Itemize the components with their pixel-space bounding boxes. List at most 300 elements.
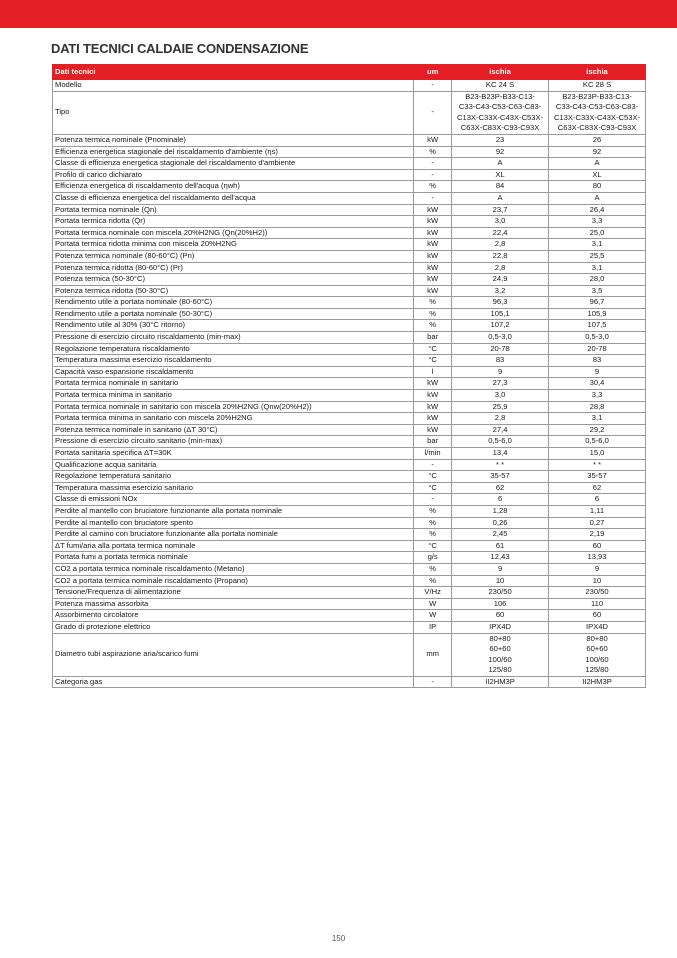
table-row [53, 216, 646, 228]
value-model-2 [549, 563, 646, 575]
value-line: 25,5 [589, 250, 605, 260]
value-line: 9 [594, 563, 600, 573]
table-row [53, 91, 646, 134]
row-unit: - [414, 676, 452, 688]
value-model-1 [452, 355, 549, 367]
value-line: 105,1 [490, 308, 510, 318]
value-model-1 [452, 332, 549, 344]
value-model-2 [549, 297, 646, 309]
value-line: 0,5-3,0 [488, 332, 512, 342]
table-row [53, 563, 646, 575]
value-model-1 [452, 308, 549, 320]
value-line: * * [593, 459, 602, 469]
value-line: 25,0 [589, 227, 605, 237]
row-label: Efficienza energetica di riscaldamento dell'acqua (ηwh) [53, 181, 414, 193]
value-model-1 [452, 587, 549, 599]
value-line: 30,4 [589, 378, 605, 388]
value-line: 96,7 [589, 297, 605, 307]
table-row [53, 204, 646, 216]
row-label: Portata termica ridotta (Qr) [53, 216, 414, 228]
value-model-2 [549, 262, 646, 274]
value-model-1 [452, 158, 549, 170]
value-line: II2HM3P [485, 676, 515, 686]
row-unit: kW [414, 378, 452, 390]
value-model-2 [549, 308, 646, 320]
value-line: 3,3 [591, 390, 603, 400]
value-model-2 [549, 517, 646, 529]
row-unit: - [414, 80, 452, 92]
row-label: Potenza termica nominale (80-60°C) (Pn) [53, 250, 414, 262]
row-unit: °C [414, 482, 452, 494]
table-row [53, 192, 646, 204]
value-model-2 [549, 505, 646, 517]
value-line: 6 [594, 494, 600, 504]
value-line: 60+60 [586, 644, 608, 654]
row-unit: IP [414, 621, 452, 633]
value-line: B23-B23P-B33-C13- [465, 91, 535, 101]
row-unit: °C [414, 355, 452, 367]
row-label: Potenza termica nominale (Pnominale) [53, 134, 414, 146]
table-body [53, 80, 646, 688]
row-label: Portata fumi a portata termica nominale [53, 552, 414, 564]
row-label: Portata termica ridotta minima con miscela 20%H2NG [53, 239, 414, 251]
value-model-1 [452, 424, 549, 436]
value-line: 26,4 [589, 204, 605, 214]
value-line: IPX4D [489, 621, 512, 631]
row-unit: W [414, 610, 452, 622]
value-model-1 [452, 320, 549, 332]
row-label: Tipo [53, 91, 414, 134]
value-line: 28,8 [589, 401, 605, 411]
table-row [53, 598, 646, 610]
row-unit: l [414, 366, 452, 378]
table-row [53, 250, 646, 262]
value-line: 10 [592, 575, 602, 585]
table-row [53, 471, 646, 483]
row-label: ΔT fumi/aria alla portata termica nominale [53, 540, 414, 552]
table-row [53, 274, 646, 286]
row-label: Classe di efficienza energetica del riscaldamento dell'acqua [53, 192, 414, 204]
value-model-1 [452, 91, 549, 134]
header-model-2: ischia [549, 65, 646, 80]
value-model-1 [452, 471, 549, 483]
value-line: 15,0 [589, 448, 605, 457]
value-line: 0,5-6,0 [585, 436, 609, 446]
row-unit: % [414, 563, 452, 575]
value-line: 3,1 [591, 239, 603, 249]
row-label: CO2 a portata termica nominale riscaldamento (Propano) [53, 575, 414, 587]
value-line: 0,5-6,0 [488, 436, 512, 446]
table-row [53, 529, 646, 541]
value-model-2 [549, 598, 646, 610]
value-line: 92 [495, 146, 505, 156]
row-unit: kW [414, 274, 452, 286]
value-model-2 [549, 320, 646, 332]
row-label: Perdite al mantello con bruciatore spento [53, 517, 414, 529]
value-model-1 [452, 517, 549, 529]
row-unit: °C [414, 343, 452, 355]
row-unit: l/min [414, 448, 452, 460]
value-model-1 [452, 575, 549, 587]
row-unit: kW [414, 227, 452, 239]
value-line: 0,5-3,0 [585, 332, 609, 342]
value-line: 24,9 [492, 274, 508, 284]
value-model-1 [452, 494, 549, 506]
value-model-2 [549, 134, 646, 146]
table-row [53, 158, 646, 170]
value-model-2 [549, 192, 646, 204]
row-label: Potenza termica ridotta (80-60°C) (Pr) [53, 262, 414, 274]
table-row [53, 676, 646, 688]
value-line: 84 [495, 181, 505, 191]
value-line: 25,9 [492, 401, 508, 411]
value-model-1 [452, 459, 549, 471]
value-line: 125/80 [585, 665, 609, 675]
value-model-2 [549, 91, 646, 134]
value-model-1 [452, 563, 549, 575]
row-unit: % [414, 181, 452, 193]
value-line: 80+80 [489, 633, 511, 643]
value-line: C13X-C33X-C43X-C53X- [553, 112, 641, 122]
value-line: 9 [497, 366, 503, 376]
header-model-1: ischia [452, 65, 549, 80]
value-model-2 [549, 332, 646, 344]
value-line: KC 28 S [582, 80, 612, 89]
value-line: 230/50 [488, 587, 512, 597]
table-row [53, 633, 646, 676]
table-row [53, 540, 646, 552]
value-model-1 [452, 285, 549, 297]
value-line: 83 [495, 355, 505, 365]
value-model-1 [452, 378, 549, 390]
value-model-1 [452, 204, 549, 216]
value-line: A [497, 192, 503, 202]
value-model-2 [549, 274, 646, 286]
table-row [53, 378, 646, 390]
table-row [53, 413, 646, 425]
value-model-2 [549, 227, 646, 239]
row-label: Diametro tubi aspirazione aria/scarico fumi [53, 633, 414, 676]
value-model-2 [549, 482, 646, 494]
row-unit: - [414, 459, 452, 471]
value-line: 105,9 [587, 308, 607, 318]
value-model-2 [549, 204, 646, 216]
row-unit: bar [414, 332, 452, 344]
row-label: Rendimento utile a portata nominale (80-60°C) [53, 297, 414, 309]
value-line: 60 [592, 540, 602, 550]
value-model-2 [549, 413, 646, 425]
table-header-row [53, 65, 646, 80]
value-line: 35-57 [490, 471, 510, 481]
table-row [53, 297, 646, 309]
value-line: 35-57 [587, 471, 607, 481]
technical-data-table [52, 64, 646, 688]
value-line: 62 [592, 482, 602, 492]
row-unit: - [414, 158, 452, 170]
value-line: 20-78 [587, 343, 607, 353]
row-unit: kW [414, 250, 452, 262]
row-unit: kW [414, 285, 452, 297]
row-label: Efficienza energetica stagionale del riscaldamento d'ambiente (ηs) [53, 146, 414, 158]
value-line: C63X-C83X-C93-C93X [557, 123, 637, 133]
row-unit: - [414, 91, 452, 134]
value-line: 106 [493, 598, 507, 608]
value-model-1 [452, 134, 549, 146]
row-label: Portata termica minima in sanitario [53, 390, 414, 402]
table-row [53, 146, 646, 158]
row-unit: kW [414, 239, 452, 251]
value-line: 62 [495, 482, 505, 492]
table-row [53, 552, 646, 564]
value-line: KC 24 S [485, 80, 515, 89]
value-line: 110 [590, 598, 604, 608]
row-label: Regolazione temperatura riscaldamento [53, 343, 414, 355]
value-line: 96,3 [492, 297, 508, 307]
value-model-2 [549, 390, 646, 402]
row-unit: kW [414, 216, 452, 228]
value-line: 23 [495, 134, 505, 144]
value-line: A [594, 192, 600, 202]
value-line: 0,27 [589, 517, 605, 527]
row-label: Portata termica nominale in sanitario [53, 378, 414, 390]
row-label: Pressione di esercizio circuito sanitario (min-max) [53, 436, 414, 448]
table-row [53, 621, 646, 633]
value-model-1 [452, 529, 549, 541]
value-line: 9 [594, 366, 600, 376]
table-row [53, 169, 646, 181]
row-label: Potenza massima assorbita [53, 598, 414, 610]
row-unit: mm [414, 633, 452, 676]
value-line: 27,4 [492, 424, 508, 434]
value-line: 230/50 [585, 587, 609, 597]
value-model-1 [452, 169, 549, 181]
table-row [53, 575, 646, 587]
row-unit: - [414, 494, 452, 506]
value-model-1 [452, 505, 549, 517]
value-line: 107,5 [587, 320, 607, 330]
row-label: Potenza termica ridotta (50-30°C) [53, 285, 414, 297]
row-unit: % [414, 308, 452, 320]
value-model-2 [549, 471, 646, 483]
value-model-1 [452, 552, 549, 564]
value-line: 2,8 [494, 239, 506, 249]
value-model-1 [452, 366, 549, 378]
value-model-1 [452, 676, 549, 688]
value-model-2 [549, 401, 646, 413]
value-line: C63X-C83X-C93-C93X [460, 123, 540, 133]
row-label: Classe di emissioni NOx [53, 494, 414, 506]
value-line: 3,0 [494, 390, 506, 400]
row-unit: kW [414, 413, 452, 425]
row-label: Portata termica nominale (Qn) [53, 204, 414, 216]
row-label: Regolazione temperatura sanitario [53, 471, 414, 483]
value-line: 125/80 [488, 665, 512, 675]
table-row [53, 610, 646, 622]
row-unit: - [414, 169, 452, 181]
value-model-1 [452, 540, 549, 552]
value-line: C13X-C33X-C43X-C53X- [457, 112, 544, 122]
value-line: 2,8 [494, 413, 506, 423]
row-label: Rendimento utile a portata nominale (50-30°C) [53, 308, 414, 320]
value-model-2 [549, 621, 646, 633]
value-line: 61 [495, 540, 505, 550]
value-line: 80+80 [586, 633, 608, 643]
value-line: 60 [592, 610, 602, 620]
value-line: 0,26 [492, 517, 508, 527]
value-model-2 [549, 610, 646, 622]
row-label: Potenza termica (50-30°C) [53, 274, 414, 286]
row-unit: kW [414, 134, 452, 146]
row-label: Portata termica nominale con miscela 20%H2NG (Qn(20%H2)) [53, 227, 414, 239]
row-unit: kW [414, 262, 452, 274]
value-model-2 [549, 343, 646, 355]
row-unit: g/s [414, 552, 452, 564]
table-row [53, 308, 646, 320]
row-unit: kW [414, 204, 452, 216]
table-row [53, 366, 646, 378]
row-label: Rendimento utile al 30% (30°C ritorno) [53, 320, 414, 332]
row-unit: % [414, 146, 452, 158]
value-line: 1,11 [589, 505, 605, 515]
table-row [53, 343, 646, 355]
value-model-1 [452, 401, 549, 413]
value-model-1 [452, 250, 549, 262]
row-unit: % [414, 529, 452, 541]
value-model-1 [452, 192, 549, 204]
value-model-1 [452, 297, 549, 309]
row-label: Assorbimento circolatore [53, 610, 414, 622]
table-row [53, 424, 646, 436]
value-model-2 [549, 181, 646, 193]
value-line: 3,2 [494, 285, 506, 295]
value-line: 29,2 [589, 424, 605, 434]
row-label: Pressione di esercizio circuito riscaldamento (min-max) [53, 332, 414, 344]
row-label: Qualificazione acqua sanitaria [53, 459, 414, 471]
value-model-2 [549, 552, 646, 564]
value-model-2 [549, 676, 646, 688]
table-row [53, 262, 646, 274]
table-row [53, 285, 646, 297]
table-row [53, 459, 646, 471]
value-line: 23,7 [492, 204, 508, 214]
value-model-2 [549, 285, 646, 297]
value-line: 20-78 [490, 343, 510, 353]
value-model-2 [549, 529, 646, 541]
row-label: Temperatura massima esercizio riscaldamento [53, 355, 414, 367]
row-label: Portata termica minima in sanitario con miscela 20%H2NG [53, 413, 414, 425]
value-line: A [497, 158, 503, 168]
row-label: Capacità vaso espansione riscaldamento [53, 366, 414, 378]
value-line: A [594, 158, 600, 168]
table-row [53, 587, 646, 599]
value-model-1 [452, 390, 549, 402]
value-line: 12,43 [490, 552, 510, 562]
value-model-2 [549, 216, 646, 228]
value-line: IPX4D [586, 621, 608, 631]
table-row [53, 320, 646, 332]
table-row [53, 332, 646, 344]
value-model-1 [452, 343, 549, 355]
value-model-2 [549, 158, 646, 170]
table-row [53, 505, 646, 517]
value-model-1 [452, 448, 549, 460]
row-label: Grado di protezione elettrico [53, 621, 414, 633]
value-model-1 [452, 633, 549, 676]
row-label: Temperatura massima esercizio sanitario [53, 482, 414, 494]
top-red-banner [0, 0, 677, 28]
row-label: Portata sanitaria specifica ΔT=30K [53, 448, 414, 460]
row-label: Modello [53, 80, 414, 92]
value-model-1 [452, 216, 549, 228]
table-row [53, 80, 646, 92]
value-line: 2,45 [492, 529, 508, 539]
value-line: 3,3 [591, 216, 603, 226]
header-um: um [414, 65, 452, 80]
value-model-2 [549, 355, 646, 367]
value-model-1 [452, 621, 549, 633]
row-label: Perdite al camino con bruciatore funzionante alla portata nominale [53, 529, 414, 541]
row-unit: bar [414, 436, 452, 448]
value-line: 83 [592, 355, 602, 365]
value-model-1 [452, 227, 549, 239]
table-row [53, 436, 646, 448]
value-line: 3,0 [494, 216, 506, 226]
value-line: 3,1 [591, 262, 603, 272]
value-model-2 [549, 540, 646, 552]
value-model-1 [452, 413, 549, 425]
value-line: II2HM3P [582, 676, 612, 686]
row-unit: % [414, 320, 452, 332]
value-model-2 [549, 448, 646, 460]
value-model-2 [549, 146, 646, 158]
value-line: C33-C43-C53-C63-C83- [555, 102, 639, 112]
value-line: 10 [495, 575, 505, 585]
table-row [53, 355, 646, 367]
value-model-2 [549, 366, 646, 378]
row-unit: % [414, 297, 452, 309]
value-model-2 [549, 459, 646, 471]
value-line: 60 [495, 610, 505, 620]
row-label: Profilo di carico dichiarato [53, 169, 414, 181]
value-line: 60+60 [489, 644, 511, 654]
row-unit: % [414, 505, 452, 517]
table-row [53, 134, 646, 146]
value-line: 107,2 [490, 320, 510, 330]
value-line: 100/60 [585, 654, 609, 664]
value-line: 28,0 [589, 274, 605, 284]
row-label: Categoria gas [53, 676, 414, 688]
value-model-2 [549, 436, 646, 448]
value-line: XL [495, 169, 505, 179]
value-line: B23-B23P-B33-C13- [562, 91, 632, 101]
value-line: 2,8 [494, 262, 506, 272]
value-line: 9 [497, 563, 503, 573]
value-line: XL [592, 169, 602, 179]
row-unit: kW [414, 401, 452, 413]
page-number: 150 [331, 934, 346, 943]
row-unit: V/Hz [414, 587, 452, 599]
value-line: 22,4 [492, 227, 508, 237]
table-row [53, 181, 646, 193]
value-line: 3,1 [591, 413, 603, 423]
row-unit: kW [414, 390, 452, 402]
value-model-2 [549, 494, 646, 506]
page-title: DATI TECNICI CALDAIE CONDENSAZIONE [51, 41, 309, 56]
value-model-2 [549, 80, 646, 92]
table-row [53, 482, 646, 494]
table-row [53, 227, 646, 239]
row-label: Tensione/Frequenza di alimentazione [53, 587, 414, 599]
